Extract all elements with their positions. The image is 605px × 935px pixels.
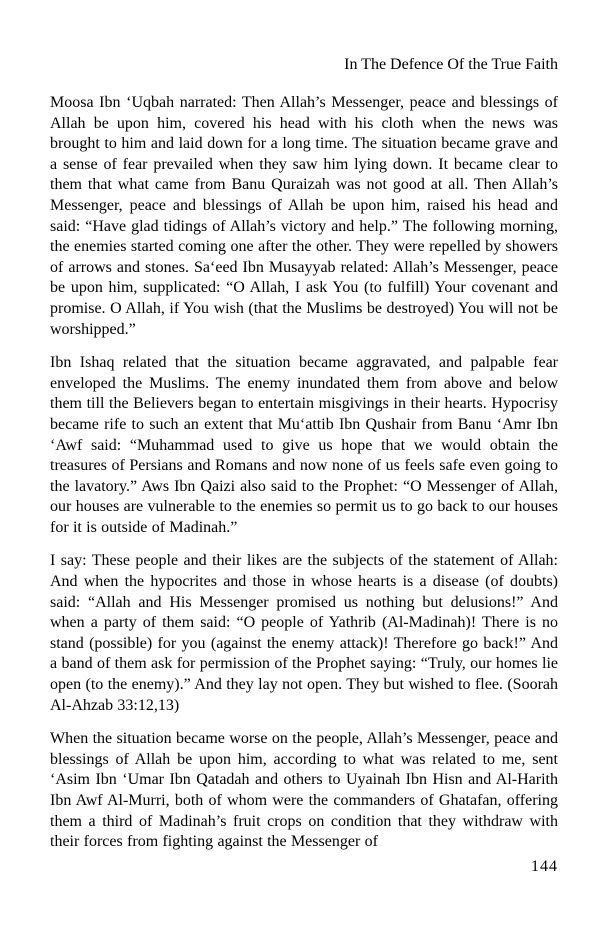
paragraph-situation-worse: When the situation became worse on the people, Allah’s Messenger, peace and blessings of Allah be upon him, according to what was related to me, sent ‘Asim Ibn ‘Umar Ibn Qatadah and others to Uyainah Ibn Hisn and Al-Harith Ibn Awf Al-Murri, both of whom were the commanders of Ghatafan, offering them a third of Madinah’s fruit crops on condition that they withdraw with their forces from fighting against the Messenger of (50, 730, 558, 851)
paragraph-ibn-ishaq-narration: Ibn Ishaq related that the situation became aggravated, and palpable fear enveloped the Muslims. The enemy inundated them from above and below them till the Believers began to entertain misgivings in their hearts. Hypocrisy became rife to such an extent that Mu‘attib Ibn Qushair from Banu ‘Amr Ibn ‘Awf said: “Muhammad used to give us hope that we would obtain the treasures of Persians and Romans and now none of us feels safe even going to the lavatory.” Aws Ibn Qaizi also said to the Prophet: “O Messenger of Allah, our houses are vulnerable to the enemies so permit us to go back to our houses for it is outside of Madinah.” (50, 354, 558, 536)
paragraph-author-commentary: I say: These people and their likes are the subjects of the statement of Allah: And when the hypocrites and those in whose hearts is a disease (of doubts) said: “Allah and His Messenger promised us nothing but delusions!” And when a party of them said: “O people of Yathrib (Al-Madinah)! There is no stand (possible) for you (against the enemy attack)! Therefore go back!” And a band of them ask for permission of the Prophet saying: “Truly, our homes lie open (to the enemy).” And they lay not open. They but wished to flee. (Soorah Al-Ahzab 33:12,13) (50, 552, 558, 714)
paragraph-moosa-ibn-uqbah-narration: Moosa Ibn ‘Uqbah narrated: Then Allah’s Messenger, peace and blessings of Allah be upon him, covered his head with his cloth when the news was brought to him and laid down for a long time. The situation became grave and a sense of fear prevailed when they saw him lying down. It became clear to them that what came from Banu Quraizah was not good at all. Then Allah’s Messenger, peace and blessings of Allah be upon him, raised his head and said: “Have glad tidings of Allah’s victory and help.” The following morning, the enemies started coming one after the other. They were repelled by showers of arrows and stones. Sa‘eed Ibn Musayyab related: Allah’s Messenger, peace be upon him, supplicated: “O Allah, I ask You (to fulfill) Your covenant and promise. O Allah, if You wish (that the Muslims be destroyed) You will not be worshipped.” (50, 94, 558, 338)
running-header: In The Defence Of the True Faith (344, 56, 558, 73)
page-number: 144 (531, 858, 558, 875)
body-text (50, 93, 558, 853)
